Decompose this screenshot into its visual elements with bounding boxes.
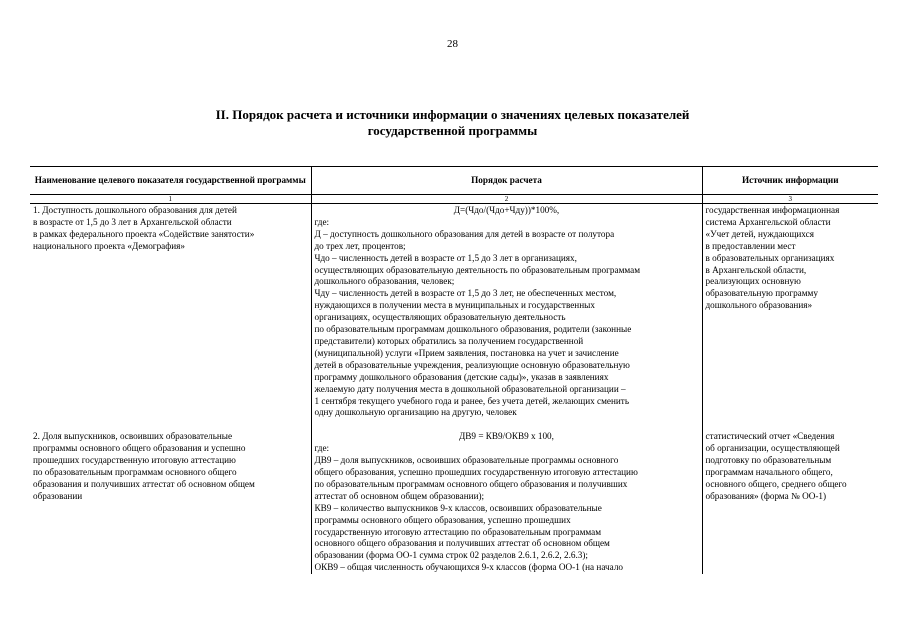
text-line: программы основного общего образования и успешно [33,443,246,454]
header-calculation: Порядок расчета [311,167,702,195]
text-line: об организации, осуществляющей [705,443,840,454]
text-line: 1 сентября текущего учебного года и ранее, без учета детей, желающих сменить [314,395,630,406]
text-line: Чду – численность детей в возрасте от 1,5 до 3 лет, не обеспеченных местом, [314,288,617,299]
calculation-cell [311,431,702,574]
text-line: представители) которых обратились за получением государственной [314,335,584,346]
text-line: ОКВ9 – общая численность обучающихся 9-х классов (форма ОО-1 (на начало [314,562,624,573]
col-number: 3 [702,195,878,204]
text-line: образовании [33,490,83,501]
text-line: дошкольного образования, человек; [314,276,455,287]
title-line-2: государственной программы [367,123,538,138]
text-line: образования» (форма № ОО-1) [705,490,827,501]
text-line: организациях, осуществляющих образовательную деятельность [314,312,566,323]
text-line: основного общего образования и получивших аттестат об основном общем [314,538,610,549]
text-line: желаемую дату получения места в дошкольной образовательной организации – [314,383,626,394]
indicators-table [30,166,878,574]
text-line: прошедших государственную итоговую аттестацию [33,455,236,466]
text-line: 1. Доступность дошкольного образования для детей [33,205,237,215]
text-line: государственную итоговую аттестацию по образовательным программам [314,526,602,537]
column-numbers-row [30,195,878,204]
text-line: детей в образовательные учреждения, реализующие основную образовательную [314,359,630,370]
text-line: Чдо – численность детей в возрасте от 1,5 до 3 лет в организациях, [314,252,577,263]
source-cell [702,431,878,574]
indicator-name-cell [30,431,311,574]
text-line: по образовательным программам основного общего образования и получивших [314,478,628,489]
indicator-name-cell [30,204,311,432]
text-line: одну дошкольную организацию на другую, человек [314,407,517,418]
text-line: до трех лет, процентов; [314,240,406,251]
table-row [30,431,878,574]
text-line: реализующих основную [705,276,801,287]
col-number: 2 [311,195,702,204]
text-line: КВ9 – количество выпускников 9-х классов, освоивших образовательные [314,502,602,513]
table-header-row [30,167,878,195]
text-line: национального проекта «Демография» [33,240,185,251]
text-line: по образовательным программам основного общего [33,467,237,478]
section-title [60,107,845,139]
text-line: программу дошкольного образования (детские сады)», указав в заявлениях [314,371,609,382]
text-line: образовании (форма ОО-1 сумма строк 02 разделов 2.6.1, 2.6.2, 2.6.3); [314,550,588,561]
title-line-1: II. Порядок расчета и источники информации о значениях целевых показателей [215,107,690,122]
text-line: статистический отчет «Сведения [705,431,835,442]
text-line: государственная информационная [705,205,840,215]
text-line: осуществляющих образовательную деятельность по образовательным программам [314,264,641,275]
text-line: подготовку по образовательным [705,455,832,466]
col-number: 1 [30,195,311,204]
text-line: общего образования, успешно прошедших государственную итоговую аттестацию [314,467,638,478]
text-line: в предоставлении мест [705,240,796,251]
text-line: ДВ9 – доля выпускников, освоивших образовательные программы основного [314,455,619,466]
page-number: 28 [447,38,458,50]
text-line: система Архангельской области [705,216,831,227]
text-line: дошкольного образования» [705,300,813,311]
text-line: нуждающихся в получении места в муниципальных и государственных [314,300,595,311]
text-line: где: [314,216,330,227]
text-line: аттестат об основном общем образовании); [314,490,485,501]
text-line: образовательную программу [705,288,818,299]
text-line: образования и получивших аттестат об основном общем [33,478,255,489]
text-line: в рамках федерального проекта «Содействие занятости» [33,228,255,239]
calculation-cell [311,204,702,432]
text-line: 2. Доля выпускников, освоивших образовательные [33,431,233,442]
table-row [30,204,878,432]
text-line: где: [314,443,330,454]
text-line: в возрасте от 1,5 до 3 лет в Архангельской области [33,216,232,227]
text-line: по образовательным программам дошкольного образования, родители (законные [314,324,632,335]
text-line: в Архангельской области, [705,264,807,275]
formula: Д=(Чдо/(Чдо+Чду))*100%, [453,205,560,215]
text-line: программам начального общего, [705,467,833,478]
text-line: программы основного общего образования, успешно прошедших [314,514,571,525]
text-line: основного общего, среднего общего [705,478,847,489]
header-source: Источник информации [702,167,878,195]
header-indicator-name: Наименование целевого показателя государственной программы [30,167,311,195]
formula: ДВ9 = КВ9/ОКВ9 x 100, [459,431,554,442]
text-line: «Учет детей, нуждающихся [705,228,814,239]
source-cell [702,204,878,432]
text-line: в образовательных организациях [705,252,835,263]
text-line: (муниципальной) услуги «Прием заявления, постановка на учет и зачисление [314,347,619,358]
text-line: Д – доступность дошкольного образования для детей в возрасте от полутора [314,228,615,239]
